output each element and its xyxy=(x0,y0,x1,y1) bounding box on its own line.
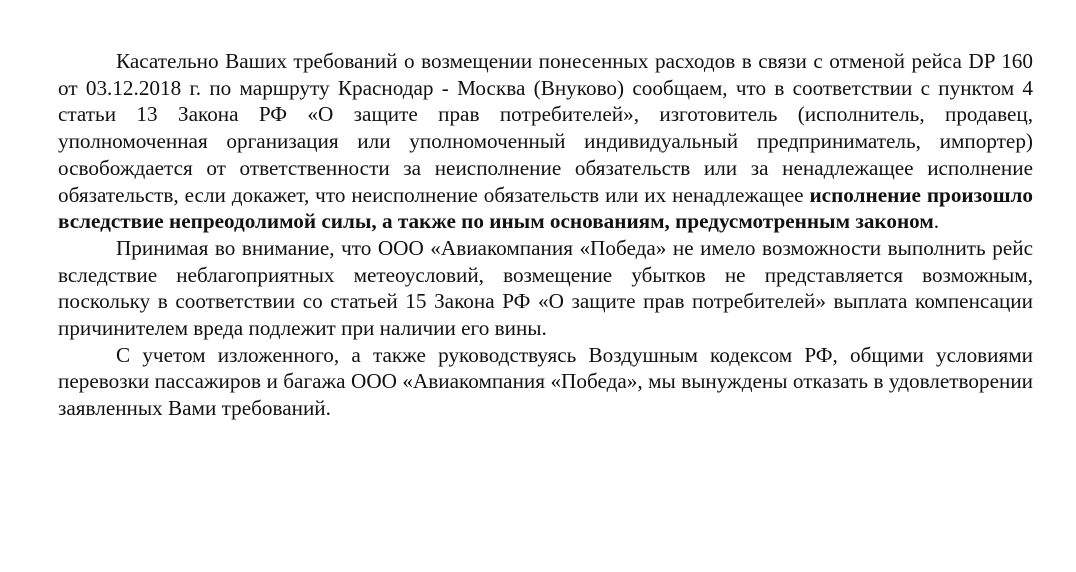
paragraph-1-period: . xyxy=(933,209,940,234)
letter-body xyxy=(58,48,1033,422)
paragraph-1-bold-text: исполнение произошло вследствие непреодолимой силы, а также по иным основаниям, предусмотренным законом xyxy=(58,182,1033,234)
paragraph-1-text: Касательно Ваших требований о возмещении понесенных расходов в связи с отменой рейса DP 160 от 03.12.2018 г. по маршруту Краснодар - Москва (Внуково) сообщаем, что в соответствии с пунктом 4 статьи 13 Закона РФ «О защите прав потребителей», изготовитель (исполнитель, продавец, уполномоченная организация или уполномоченный индивидуальный предприниматель, импортер) освобождается от ответственности за неисполнение обязательств или за ненадлежащее исполнение обязательств, если докажет, что неисполнение обязательств или их ненадлежащее xyxy=(58,49,1033,207)
paragraph-weather-conditions: Принимая во внимание, что ООО «Авиакомпания «Победа» не имело возможности выполнить рейс вследствие неблагоприятных метеоусловий, возмещение убытков не представляется возможным, поскольку в соответствии со статьей 15 Закона РФ «О защите прав потребителей» выплата компенсации причинителем вреда подлежит при наличии его вины. xyxy=(58,235,1033,341)
paragraph-force-majeure xyxy=(58,48,1033,235)
paragraph-refusal: С учетом изложенного, а также руководствуясь Воздушным кодексом РФ, общими условиями перевозки пассажиров и багажа ООО «Авиакомпания «Победа», мы вынуждены отказать в удовлетворении заявленных Вами требований. xyxy=(58,342,1033,421)
